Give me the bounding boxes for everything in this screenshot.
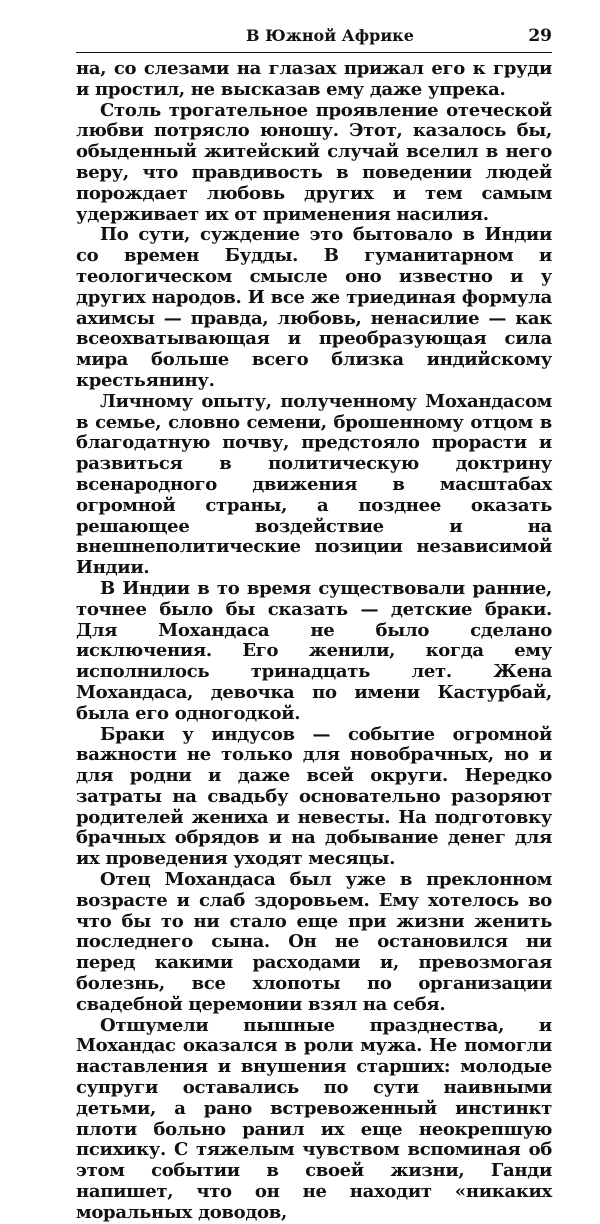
paragraph: Браки у индусов — событие огромной важности не только для новобрачных, но и для родни и даже всей округи. Нередко затраты на свадьбу основательно разоряют родителей жениха и невесты. На подготовку брачных обрядов и на добывание денег для их проведения уходят месяцы. [76,723,552,870]
running-title: В Южной Африке [246,26,414,45]
paragraph: Отшумели пышные празднества, и Мохандас оказался в роли мужа. Не помогли наставления и внушения старших: молодые супруги оставались по сути наивными детьми, а рано встревоженный инстинкт плоти больно ранил их еще неокрепшую психику. С тяжелым чувством вспоминая об этом событии в своей жизни, Ганди напишет, что он не находит «никаких моральных доводов, [76,1014,552,1223]
book-page [76,26,552,1224]
page-number: 29 [528,26,552,46]
running-header [76,26,552,53]
paragraph: В Индии в то время существовали ранние, точнее было бы сказать — детские браки. Для Мохандаса не было сделано исключения. Его женили, когда ему исполнилось тринадцать лет. Жена Мохандаса, девочка по имени Кастурбай, была его одногодкой. [76,577,552,724]
paragraph: По сути, суждение это бытовало в Индии со времен Будды. В гуманитарном и теологическом смысле оно известно и у других народов. И все же триединая формула ахимсы — правда, любовь, ненасилие — как всеохватывающая и преобразующая сила мира больше всего близка индийскому крестьянину. [76,224,552,391]
paragraph-continuation: на, со слезами на глазах прижал его к груди и простил, не высказав ему даже упрека. [76,58,552,100]
paragraph: Личному опыту, полученному Мохандасом в семье, словно семени, брошенному отцом в благодатную почву, предстояло прорасти и развиться в политическую доктрину всенародного движения в масштабах огромной страны, а позднее оказать решающее воздействие и на внешнеполитические позиции независимой Индии. [76,390,552,579]
body-text [76,59,552,1224]
paragraph: Столь трогательное проявление отеческой любви потрясло юношу. Этот, казалось бы, обыденный житейский случай вселил в него веру, что правдивость в поведении людей порождает любовь других и тем самым удерживает их от применения насилия. [76,99,552,225]
paragraph: Отец Мохандаса был уже в преклонном возрасте и слаб здоровьем. Ему хотелось во что бы то ни стало еще при жизни женить последнего сына. Он не остановился ни перед какими расходами и, превозмогая болезнь, все хлопоты по организации свадебной церемонии взял на себя. [76,869,552,1015]
